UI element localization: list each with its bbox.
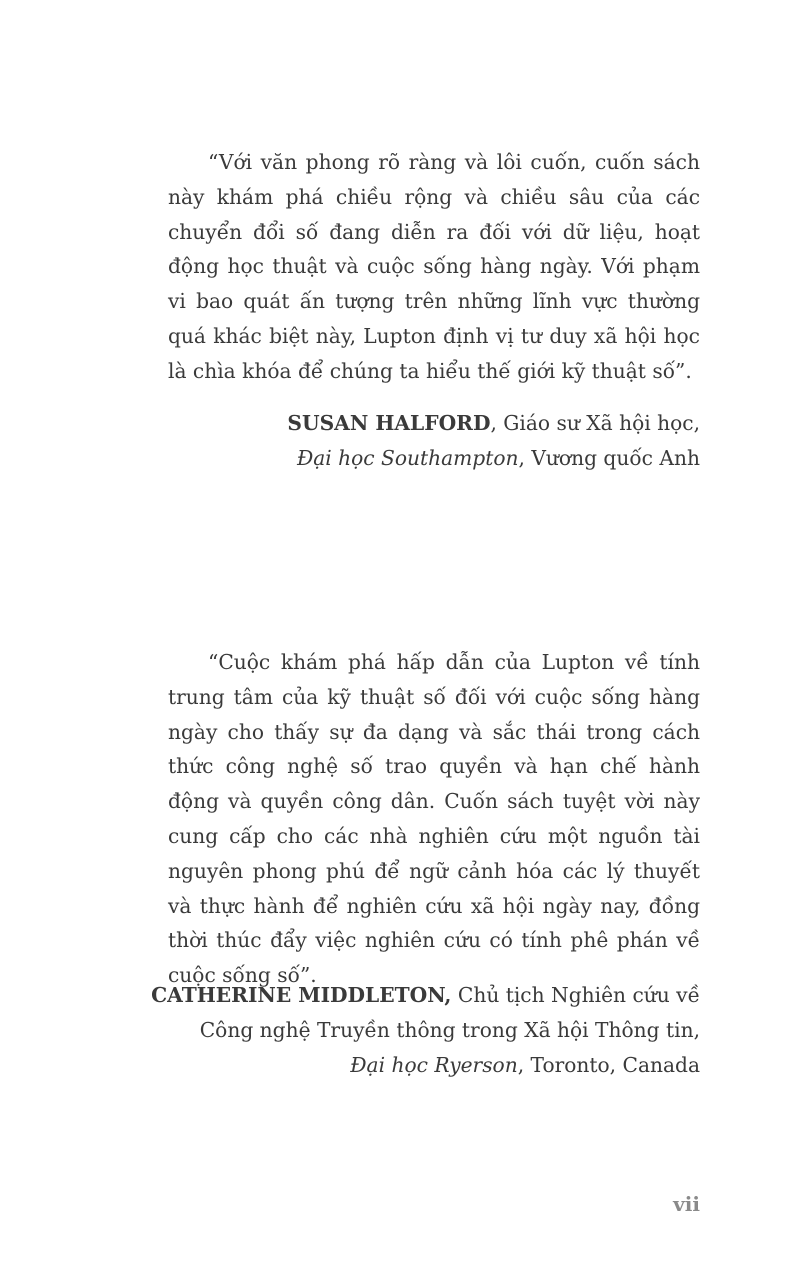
author-institution: Đại học Ryerson: [350, 1052, 518, 1077]
attribution-line: [140, 1048, 700, 1083]
attribution-line: Công nghệ Truyền thông trong Xã hội Thông tin,: [199, 1017, 700, 1042]
attribution-line: [140, 406, 700, 441]
author-role: , Giáo sư Xã hội học,: [490, 411, 700, 435]
attribution-line: [140, 441, 700, 476]
attribution-line: [140, 978, 700, 1013]
endorsement-attribution: [140, 978, 700, 1082]
endorsement-quote: “Với văn phong rõ ràng và lôi cuốn, cuốn sách này khám phá chiều rộng và chiều sâu của các chuyển đổi số đang diễn ra đối với dữ liệu, hoạt động học thuật và cuộc sống hàng ngày. Với phạm vi bao quát ấn tượng trên những lĩnh vực thường quá khác biệt này, Lupton định vị tư duy xã hội học là chìa khóa để chúng ta hiểu thế giới kỹ thuật số”.: [168, 150, 700, 383]
author-role: Chủ tịch Nghiên cứu về: [451, 983, 700, 1007]
author-name: SUSAN HALFORD: [287, 411, 491, 435]
endorsement-attribution: [140, 406, 700, 476]
endorsement-quote: “Cuộc khám phá hấp dẫn của Lupton về tính trung tâm của kỹ thuật số đối với cuộc sống hàng ngày cho thấy sự đa dạng và sắc thái trong cách thức công nghệ số trao quyền và hạn chế hành động và quyền công dân. Cuốn sách tuyệt vời này cung cấp cho các nhà nghiên cứu một nguồn tài nguyên phong phú để ngữ cảnh hóa các lý thuyết và thực hành để nghiên cứu xã hội ngày nay, đồng thời thúc đẩy việc nghiên cứu có tính phê phán về cuộc sống số”.: [168, 650, 700, 988]
page-number: vii: [673, 1192, 700, 1216]
author-location: , Toronto, Canada: [517, 1052, 700, 1077]
author-name: CATHERINE MIDDLETON,: [151, 983, 452, 1007]
author-location: , Vương quốc Anh: [518, 445, 700, 470]
author-institution: Đại học Southampton: [296, 445, 519, 470]
